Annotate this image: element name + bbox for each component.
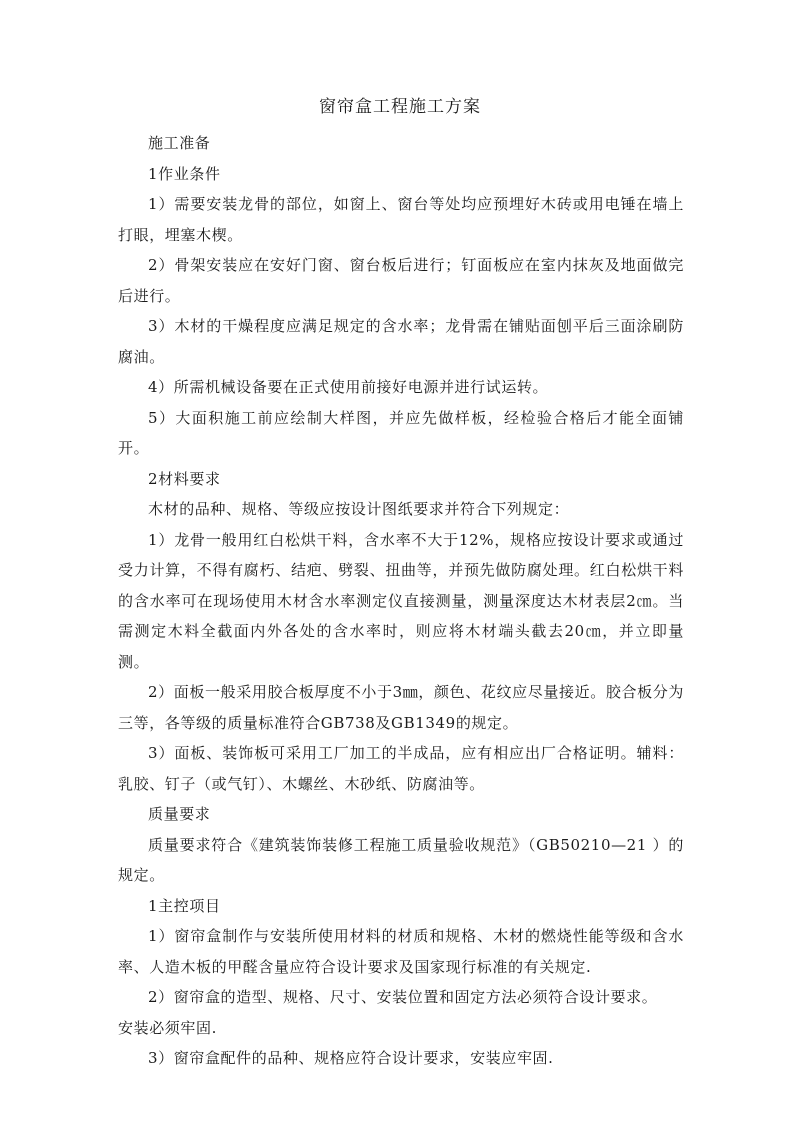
subheading-main-control-items: 1主控项目 (148, 896, 221, 915)
paragraph: 2）骨架安装应在安好门窗、窗台板后进行；钉面板应在室内抹灰及地面做完后进行。 (118, 256, 684, 305)
document-body (118, 128, 684, 1074)
subheading-work-conditions: 1作业条件 (148, 164, 221, 183)
paragraph: 1）需要安装龙骨的部位，如窗上、窗台等处均应预埋好木砖或用电锤在墙上打眼，埋塞木楔。 (118, 195, 684, 244)
paragraph: 1）窗帘盒制作与安装所使用材料的材质和规格、木材的燃烧性能等级和含水率、人造木板的甲醛含量应符合设计要求及国家现行标准的有关规定. (118, 927, 684, 976)
paragraph: 质量要求符合《建筑装饰装修工程施工质量验收规范》（GB50210—21 ）的规定。 (118, 835, 684, 884)
document-title: 窗帘盒工程施工方案 (319, 97, 481, 117)
paragraph: 1）龙骨一般用红白松烘干料，含水率不大于12%，规格应按设计要求或通过受力计算，不得有腐朽、结疤、劈裂、扭曲等，并预先做防腐处理。红白松烘干料的含水率可在现场使用木材含水率测定仪直接测量，测量深度达木材表层2㎝。当需测定木料全截面内外各处的含水率时，则应将木材端头截去20㎝，并立即量测。 (118, 530, 684, 671)
paragraph: 3）面板、装饰板可采用工厂加工的半成品，应有相应出厂合格证明。辅料：乳胶、钉子（或气钉）、木螺丝、木砂纸、防腐油等。 (118, 744, 684, 793)
paragraph: 2）窗帘盒的造型、规格、尺寸、安装位置和固定方法必须符合设计要求。 (148, 988, 658, 1006)
paragraph: 木材的品种、规格、等级应按设计图纸要求并符合下列规定： (148, 500, 570, 518)
section-heading-quality: 质量要求 (148, 805, 211, 823)
paragraph: 5）大面积施工前应绘制大样图，并应先做样板，经检验合格后才能全面铺开。 (118, 408, 684, 457)
section-heading-preparation: 施工准备 (148, 134, 211, 152)
paragraph: 3）木材的干燥程度应满足规定的含水率；龙骨需在铺贴面刨平后三面涂刷防腐油。 (118, 317, 684, 366)
paragraph: 2）面板一般采用胶合板厚度不小于3㎜，颜色、花纹应尽量接近。胶合板分为三等，各等级的质量标准符合GB738及GB1349的规定。 (118, 683, 684, 732)
paragraph: 安装必须牢固. (118, 1018, 217, 1037)
paragraph: 4）所需机械设备要在正式使用前接好电源并进行试运转。 (148, 378, 549, 396)
paragraph: 3）窗帘盒配件的品种、规格应符合设计要求，安装应牢固. (148, 1049, 554, 1067)
subheading-material-requirements: 2材料要求 (148, 469, 221, 488)
